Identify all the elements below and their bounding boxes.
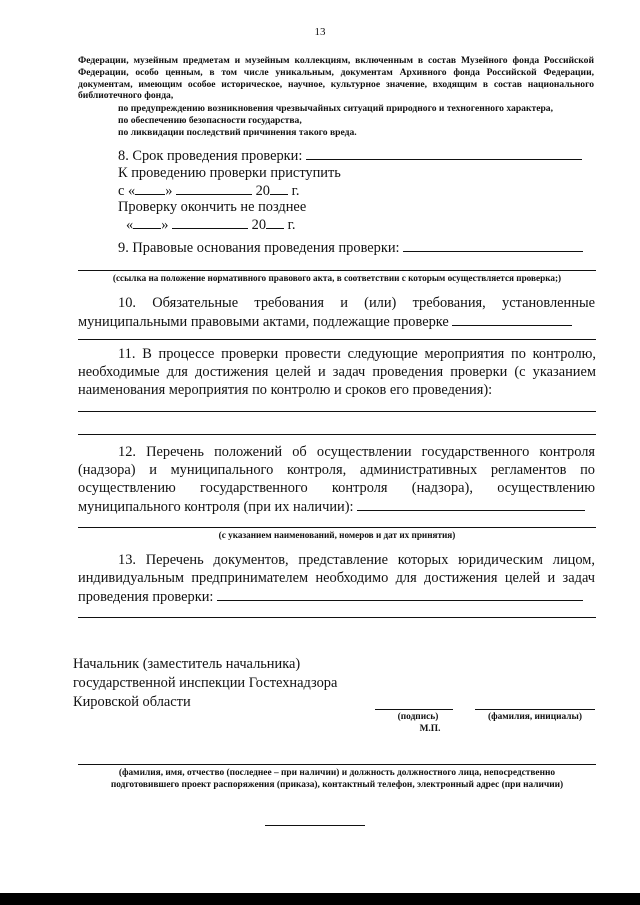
start-quote-close: » <box>165 183 173 199</box>
sign-caption: (подпись) <box>397 712 439 722</box>
legal-basis-field[interactable] <box>403 238 583 252</box>
author-caption-2: подготовившего проект распоряжения (приказа), контактный телефон, электронный адрес (при наличии) <box>110 780 564 790</box>
author-line[interactable] <box>78 764 596 765</box>
end-year-prefix: 20 <box>251 217 267 233</box>
item-12-text: 12. Перечень положений об осуществлении государственного контроля (надзора) и муниципального контроля, административных регламентов по осуществлению государственного контроля (надзора), осуществлению <box>78 444 595 496</box>
stamp-label: М.П. <box>419 724 441 734</box>
legal-basis-line <box>78 270 596 271</box>
signature-line-3: Кировской области <box>73 694 191 710</box>
end-separator-line <box>265 825 365 826</box>
start-from-prefix: с « <box>118 183 136 199</box>
item-10-label: муниципальными правовыми актами, подлежащие проверке <box>78 314 449 330</box>
start-year-suffix: г. <box>291 183 300 199</box>
item-11-text: 11. В процессе проверки провести следующие мероприятия по контролю, необходимые для достижения целей и задач проведения проверки (с указанием наименования мероприятия по контролю и сроков его проведения): <box>78 346 596 398</box>
item-13-last-line <box>78 587 583 606</box>
intro-line-2: по обеспечению безопасности государства, <box>118 115 302 126</box>
signature-line-1: Начальник (заместитель начальника) <box>73 656 301 672</box>
requirements-line <box>78 339 596 340</box>
documents-line <box>78 617 596 618</box>
end-label: Проверку окончить не позднее <box>118 199 307 215</box>
regulations-line <box>78 527 596 528</box>
requirements-field[interactable] <box>452 312 572 326</box>
measures-line-1 <box>78 411 596 412</box>
item-13-label: проведения проверки: <box>78 589 214 605</box>
end-year-field[interactable] <box>266 215 284 229</box>
item-9-line <box>118 238 583 257</box>
item-9-label: 9. Правовые основания проведения проверки: <box>118 240 400 256</box>
end-date-line <box>126 215 296 234</box>
end-quote-close: » <box>161 217 169 233</box>
start-month-field[interactable] <box>176 181 252 195</box>
author-caption-1: (фамилия, имя, отчество (последнее – при наличии) и должность должностного лица, непосредственно <box>118 768 556 778</box>
signature-title <box>73 655 337 712</box>
start-year-field[interactable] <box>270 181 288 195</box>
end-year-suffix: г. <box>287 217 296 233</box>
end-day-field[interactable] <box>133 215 161 229</box>
documents-field[interactable] <box>217 587 583 601</box>
item-10-text: 10. Обязательные требования и (или) требования, установленные <box>118 295 595 311</box>
scan-bottom-edge <box>0 893 640 905</box>
item-12-label: муниципального контроля (при их наличии): <box>78 499 354 515</box>
page-number: 13 <box>314 26 326 38</box>
measures-line-2 <box>78 434 596 435</box>
item-8-label: 8. Срок проведения проверки: <box>118 148 303 164</box>
item-10-line-2 <box>78 312 572 331</box>
start-day-field[interactable] <box>135 181 165 195</box>
name-line[interactable] <box>475 709 595 710</box>
start-label: К проведению проверки приступить <box>118 165 341 181</box>
end-quote-open: « <box>126 217 134 233</box>
item-13-text: 13. Перечень документов, представление которых юридическим лицом, индивидуальным предпринимателем необходимо для достижения целей и задач <box>78 552 595 586</box>
end-month-field[interactable] <box>172 215 248 229</box>
deadline-field[interactable] <box>306 146 582 160</box>
item-12-caption: (с указанием наименований, номеров и дат их принятия) <box>218 530 456 540</box>
intro-line-3: по ликвидации последствий причинения такого вреда. <box>118 127 357 138</box>
item-9-caption: (ссылка на положение нормативного правового акта, в соответствии с которым осуществляется проверка;) <box>112 273 562 283</box>
item-12-last-line <box>78 497 585 516</box>
regulations-field[interactable] <box>357 497 585 511</box>
start-year-prefix: 20 <box>255 183 270 199</box>
signature-line-2: государственной инспекции Гостехнадзора <box>73 675 338 691</box>
item-8-line <box>118 146 582 165</box>
intro-line-1: по предупреждению возникновения чрезвычайных ситуаций природного и техногенного характера, <box>118 103 554 114</box>
intro-paragraph: Федерации, музейным предметам и музейным коллекциям, включенным в состав Музейного фонда Российской Федерации, особо ценным, в том числе уникальным, документам Архивного фонда Российской Федерации, документам, имеющим особое историческое, научное, культурное значение, входящим в состав национального библиотечного фонда, <box>78 55 594 102</box>
name-caption: (фамилия, инициалы) <box>488 712 582 722</box>
signature-line[interactable] <box>375 709 453 710</box>
